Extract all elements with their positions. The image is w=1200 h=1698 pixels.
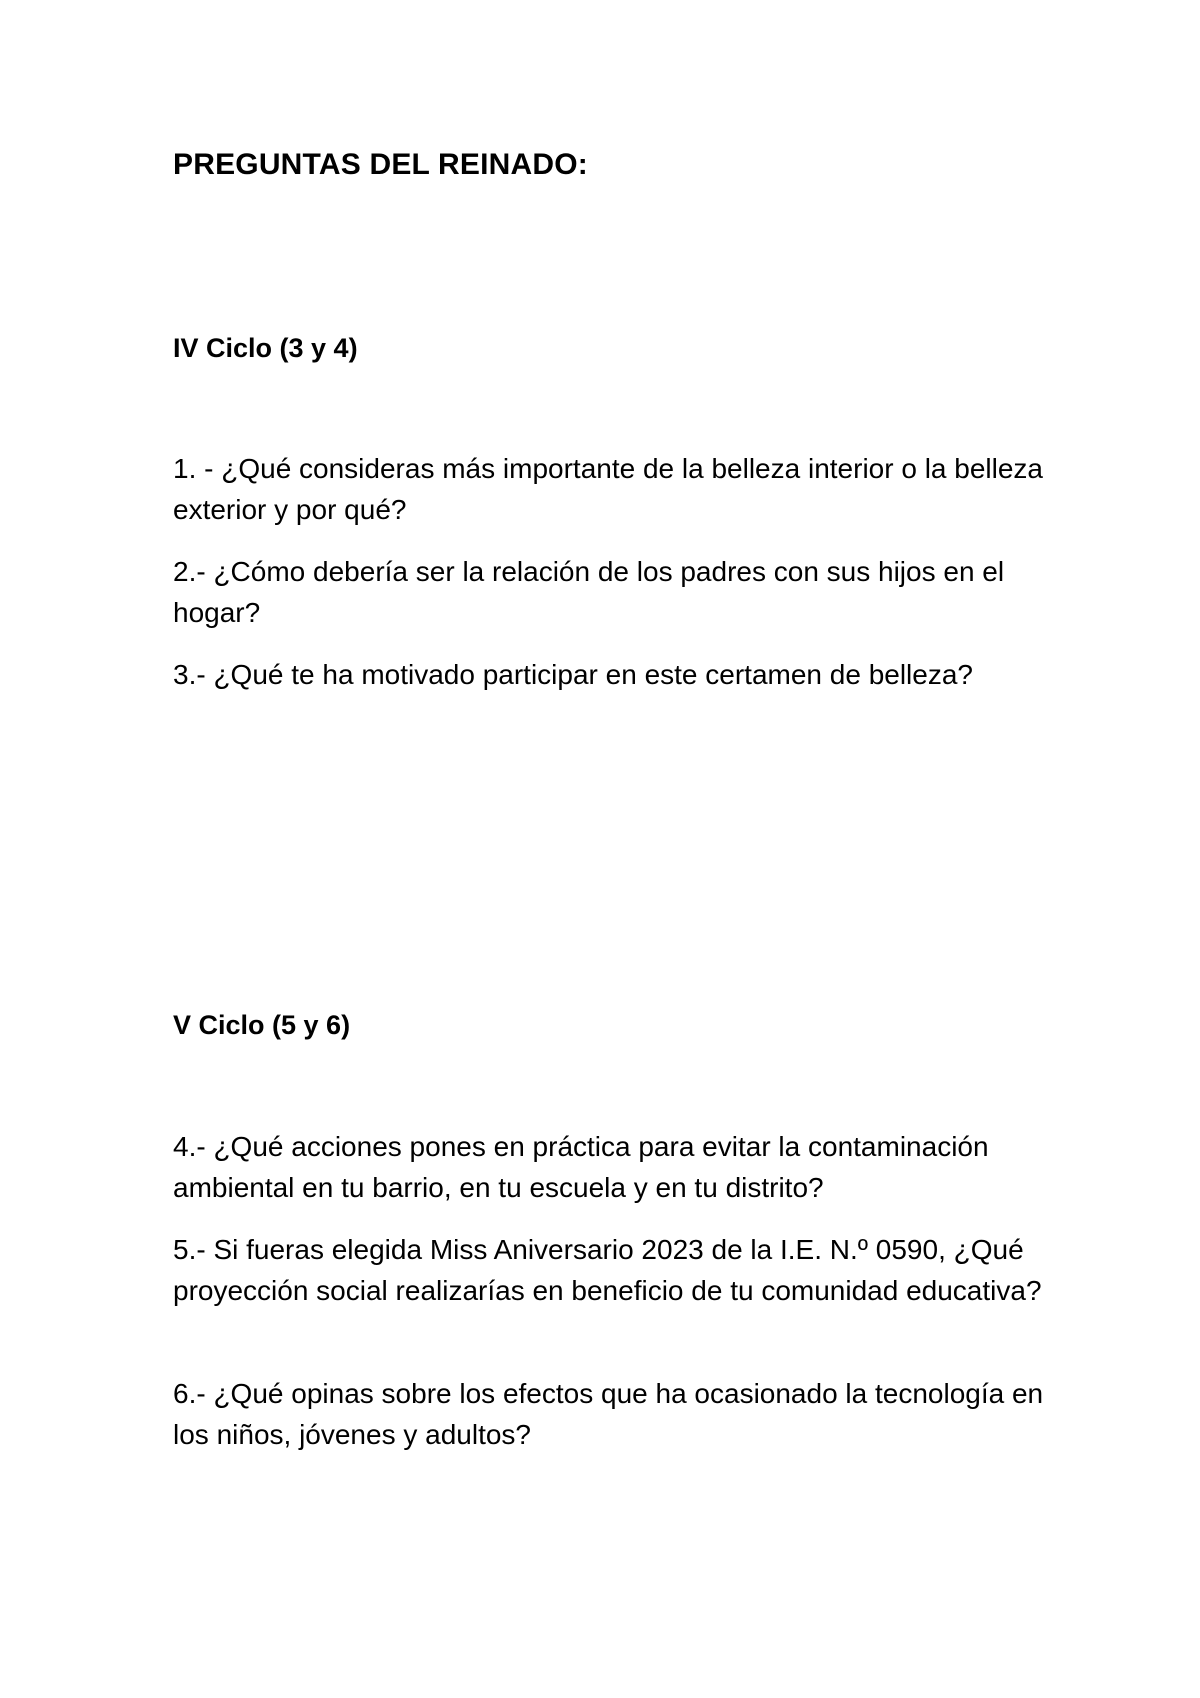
document-title: PREGUNTAS DEL REINADO: [173, 148, 588, 181]
question-4: 4.- ¿Qué acciones pones en práctica para evitar la contaminación ambiental en tu barrio, en tu escuela y en tu distrito? [173, 1131, 989, 1203]
section-heading-iv-ciclo: IV Ciclo (3 y 4) [173, 333, 358, 363]
question-2: 2.- ¿Cómo debería ser la relación de los padres con sus hijos en el hogar? [173, 556, 1005, 628]
question-1: 1. - ¿Qué consideras más importante de la belleza interior o la belleza exterior y por qué? [173, 453, 1043, 525]
question-3: 3.- ¿Qué te ha motivado participar en este certamen de belleza? [173, 659, 973, 690]
question-5: 5.- Si fueras elegida Miss Aniversario 2023 de la I.E. N.º 0590, ¿Qué proyección social realizarías en beneficio de tu comunidad educativa? [173, 1234, 1042, 1306]
section-heading-v-ciclo: V Ciclo (5 y 6) [173, 1010, 351, 1040]
question-6: 6.- ¿Qué opinas sobre los efectos que ha ocasionado la tecnología en los niños, jóvenes y adultos? [173, 1378, 1044, 1450]
